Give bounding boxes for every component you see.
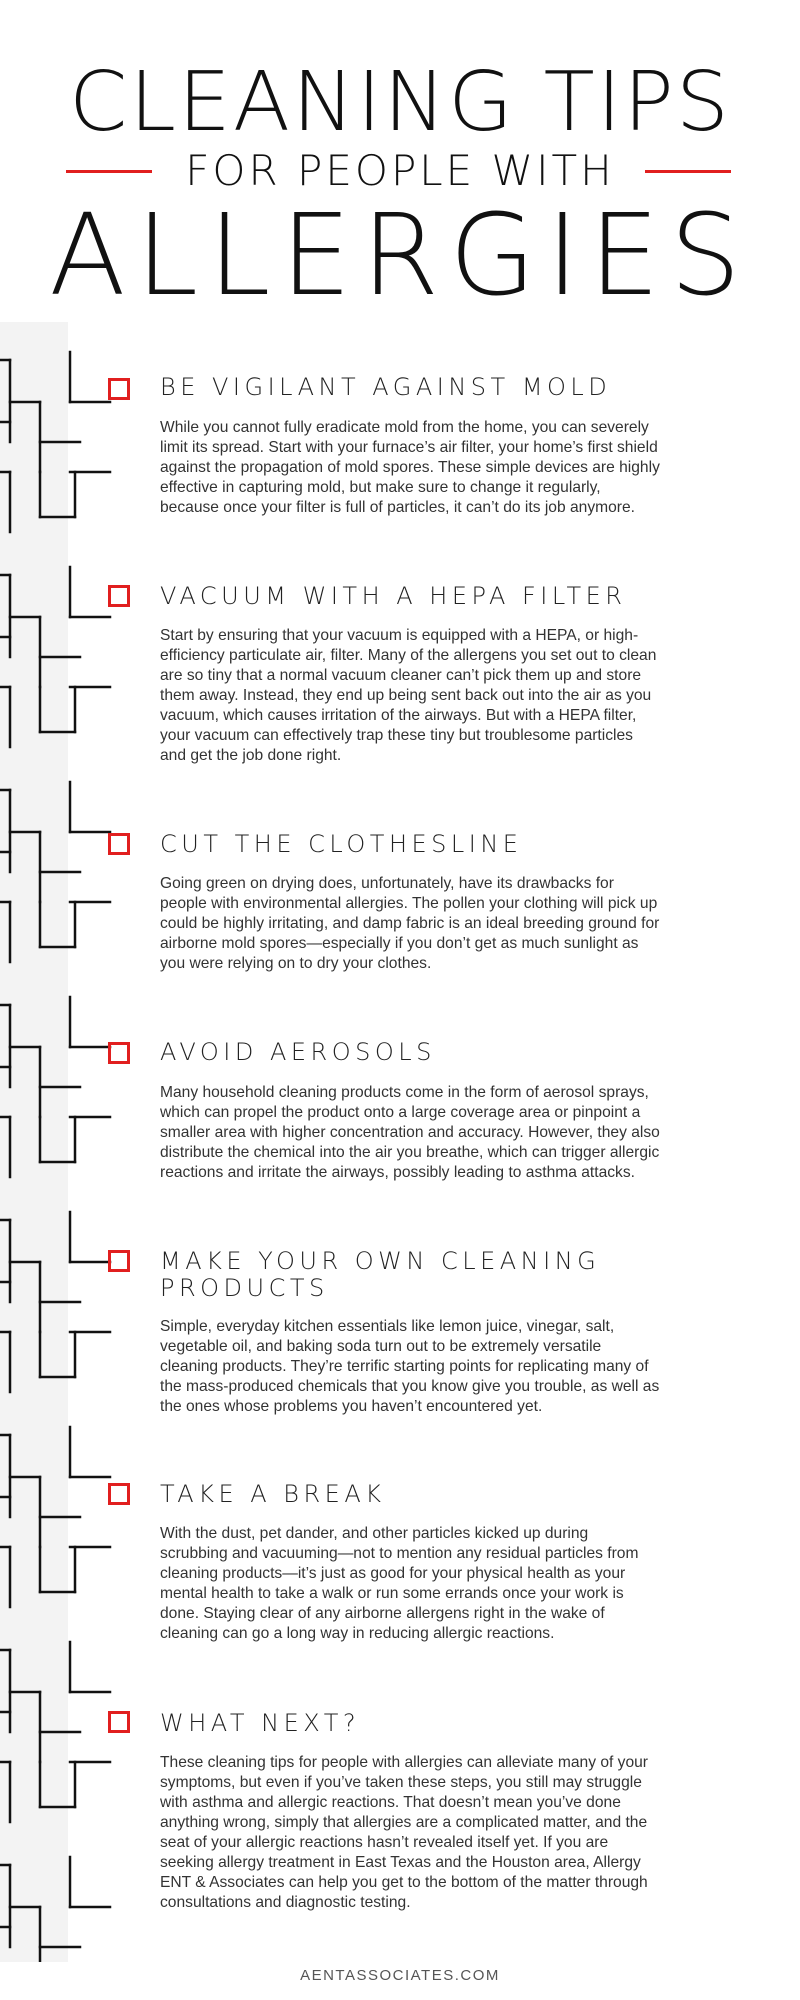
tip-heading: VACUUM WITH A HEPA FILTER — [160, 582, 627, 610]
tip-heading: BE VIGILANT AGAINST MOLD — [160, 373, 612, 401]
tip-body: Going green on drying does, unfortunately, have its drawbacks for people with environmental allergies. The pollen your clothing will pick up could be highly irritating, and damp fabric is an ideal breeding ground for airborne mold spores—especially if you don’t get as much sunlight as you were relying on to dry your clothes. — [160, 875, 660, 972]
red-checkbox-icon — [108, 1483, 130, 1505]
red-checkbox-icon — [108, 1711, 130, 1733]
red-rule-right — [645, 170, 731, 173]
red-checkbox-icon — [108, 833, 130, 855]
maze-pattern-icon — [0, 322, 120, 1962]
tip-body: These cleaning tips for people with allergies can alleviate many of your symptoms, but even if you’ve taken these steps, you still may struggle with asthma and allergic reactions. That doesn’t mean you’ve done anything wrong, simply that allergies are a complicated matter, and the seat of your allergic reactions hasn’t revealed itself yet. If you are seeking allergy treatment in East Texas and the Houston area, Allergy ENT & Associates can help you get to the bottom of the matter through consultations and diagnostic testing. — [160, 1754, 649, 1911]
tip-body: While you cannot fully eradicate mold from the home, you can severely limit its spread. Start with your furnace’s air filter, your home’s first shield against the propagation of mold spores. These simple devices are highly effective in capturing mold, but make sure to change it regularly, because once your filter is full of particles, it can’t do its job anymore. — [160, 419, 660, 516]
red-checkbox-icon — [108, 378, 130, 400]
header — [0, 0, 800, 321]
tip-body: Start by ensuring that your vacuum is equipped with a HEPA, or high-efficiency particulate air, filter. Many of the allergens you set out to clean are so tiny that a normal vacuum cleaner can’t pick them up and store them away. Instead, they end up being sent back out into the air as you vacuum, which causes irritation of the airways. But with a HEPA filter, your vacuum can effectively trap these tiny but troublesome particles and get the job done right. — [160, 627, 657, 764]
tip-body: Simple, everyday kitchen essentials like lemon juice, vinegar, salt, vegetable oil, and baking soda turn out to be extremely versatile cleaning products. They’re terrific starting points for replicating many of the mass-produced chemicals that you know give you trouble, as well as the ones whose problems you haven’t encountered yet. — [160, 1318, 660, 1415]
tip-heading: CUT THE CLOTHESLINE — [160, 830, 523, 858]
tip-body: Many household cleaning products come in the form of aerosol sprays, which can propel the product onto a large coverage area or pinpoint a smaller area with higher concentration and accuracy. However, they also distribute the chemical into the air you breathe, which can trigger allergic reactions and irritate the airways, possibly leading to asthma attacks. — [160, 1084, 660, 1181]
red-checkbox-icon — [108, 1042, 130, 1064]
tip-heading: MAKE YOUR OWN CLEANING PRODUCTS — [160, 1247, 601, 1302]
tip-heading: WHAT NEXT? — [160, 1709, 361, 1737]
title-line-allergies: ALLERGIES — [49, 191, 751, 321]
title-line-for-people-with: FOR PEOPLE WITH — [185, 146, 615, 195]
title-subtitle-row — [0, 146, 800, 195]
tip-heading: TAKE A BREAK — [160, 1480, 386, 1508]
tip-body: With the dust, pet dander, and other particles kicked up during scrubbing and vacuuming—not to mention any residual particles from cleaning products—it’s just as good for your physical health as your mental health to take a walk or run some errands once your work is done. Staying clear of any airborne allergens right in the wake of cleaning can go a long way in reducing allergic reactions. — [160, 1525, 639, 1642]
title-line-cleaning-tips: CLEANING TIPS — [68, 55, 732, 150]
tip-heading: AVOID AEROSOLS — [160, 1038, 436, 1066]
red-checkbox-icon — [108, 1250, 130, 1272]
footer-website[interactable]: AENTASSOCIATES.COM — [300, 1967, 500, 1984]
red-checkbox-icon — [108, 585, 130, 607]
